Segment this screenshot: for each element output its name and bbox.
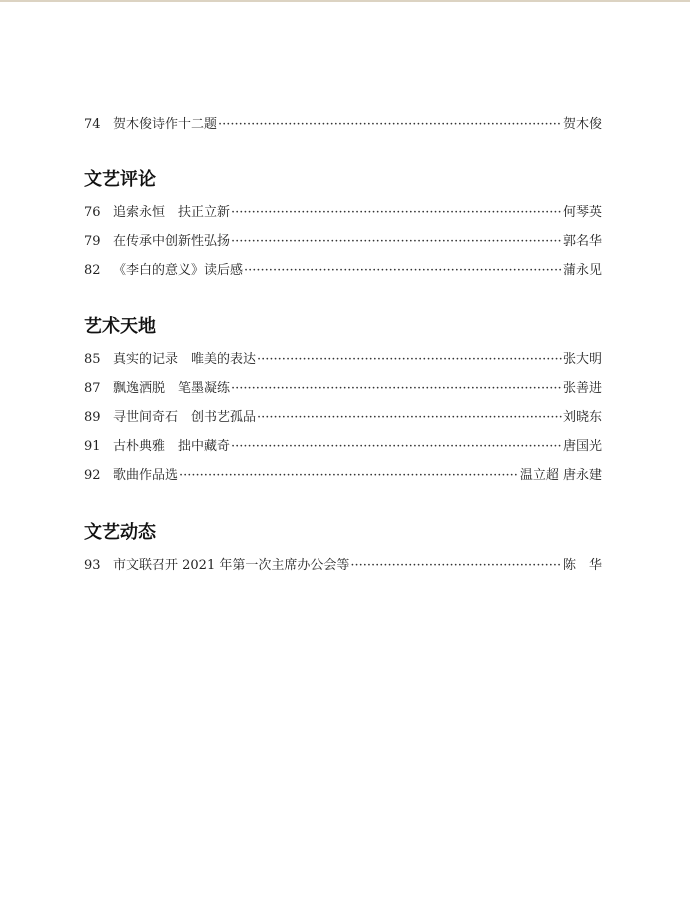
dot-leader — [257, 403, 562, 432]
dot-leader — [179, 461, 519, 490]
toc-page-number: 79 — [84, 234, 101, 249]
toc-entry-author: 郭名华 — [562, 234, 602, 249]
toc-entry-author: 陈 华 — [562, 558, 602, 573]
toc-entry-title: 真实的记录 唯美的表达 — [113, 352, 257, 367]
toc-page-number: 92 — [84, 468, 101, 483]
toc-page-number: 76 — [84, 205, 101, 220]
toc-entry-author: 张善进 — [562, 381, 602, 396]
section-title: 文艺动态 — [84, 522, 156, 543]
dot-leader — [257, 345, 562, 374]
section-title: 艺术天地 — [84, 316, 156, 337]
toc-entry-title: 《李白的意义》读后感 — [113, 263, 244, 278]
toc-entry-author: 刘晓东 — [562, 410, 602, 425]
toc-entry[interactable] — [84, 227, 602, 256]
toc-entry-author: 温立超 唐永建 — [519, 468, 602, 483]
toc-entry[interactable] — [84, 198, 602, 227]
table-of-contents — [84, 110, 602, 580]
toc-page-number: 89 — [84, 410, 101, 425]
dot-leader — [231, 432, 562, 461]
dot-leader — [350, 551, 562, 580]
dot-leader — [218, 110, 562, 139]
toc-section-poetry-continued — [84, 110, 602, 139]
toc-entry-title: 飘逸洒脱 笔墨凝练 — [113, 381, 231, 396]
toc-entry[interactable] — [84, 374, 602, 403]
toc-page-number: 93 — [84, 558, 101, 573]
toc-entry-title: 追索永恒 扶正立新 — [113, 205, 231, 220]
toc-page-number: 85 — [84, 352, 101, 367]
toc-entry-title: 贺木俊诗作十二题 — [113, 117, 218, 132]
toc-entry-author: 唐国光 — [562, 439, 602, 454]
toc-page-number: 91 — [84, 439, 101, 454]
toc-entry-title: 歌曲作品选 — [113, 468, 179, 483]
dot-leader — [231, 198, 562, 227]
top-rule — [0, 0, 690, 2]
toc-page-number: 87 — [84, 381, 101, 396]
dot-leader — [231, 374, 562, 403]
toc-entry-author: 贺木俊 — [562, 117, 602, 132]
dot-leader — [244, 256, 562, 285]
toc-entry-author: 何琴英 — [562, 205, 602, 220]
toc-entry[interactable] — [84, 432, 602, 461]
toc-entry-title: 市文联召开 2021 年第一次主席办公会等 — [113, 558, 350, 573]
toc-entry[interactable] — [84, 110, 602, 139]
toc-section-literary-news — [84, 520, 602, 580]
toc-entry-title: 古朴典雅 拙中藏奇 — [113, 439, 231, 454]
toc-entry-author: 蒲永见 — [562, 263, 602, 278]
toc-page-number: 74 — [84, 117, 101, 132]
toc-section-art-world — [84, 314, 602, 490]
toc-entry[interactable] — [84, 551, 602, 580]
dot-leader — [231, 227, 562, 256]
toc-entry-author: 张大明 — [562, 352, 602, 367]
toc-entry-title: 寻世间奇石 创书艺孤品 — [113, 410, 257, 425]
toc-entry[interactable] — [84, 403, 602, 432]
toc-entry-title: 在传承中创新性弘扬 — [113, 234, 231, 249]
toc-page-number: 82 — [84, 263, 101, 278]
toc-entry[interactable] — [84, 256, 602, 285]
section-title: 文艺评论 — [84, 169, 156, 190]
toc-entry[interactable] — [84, 345, 602, 374]
toc-entry[interactable] — [84, 461, 602, 490]
toc-section-literary-criticism — [84, 167, 602, 285]
